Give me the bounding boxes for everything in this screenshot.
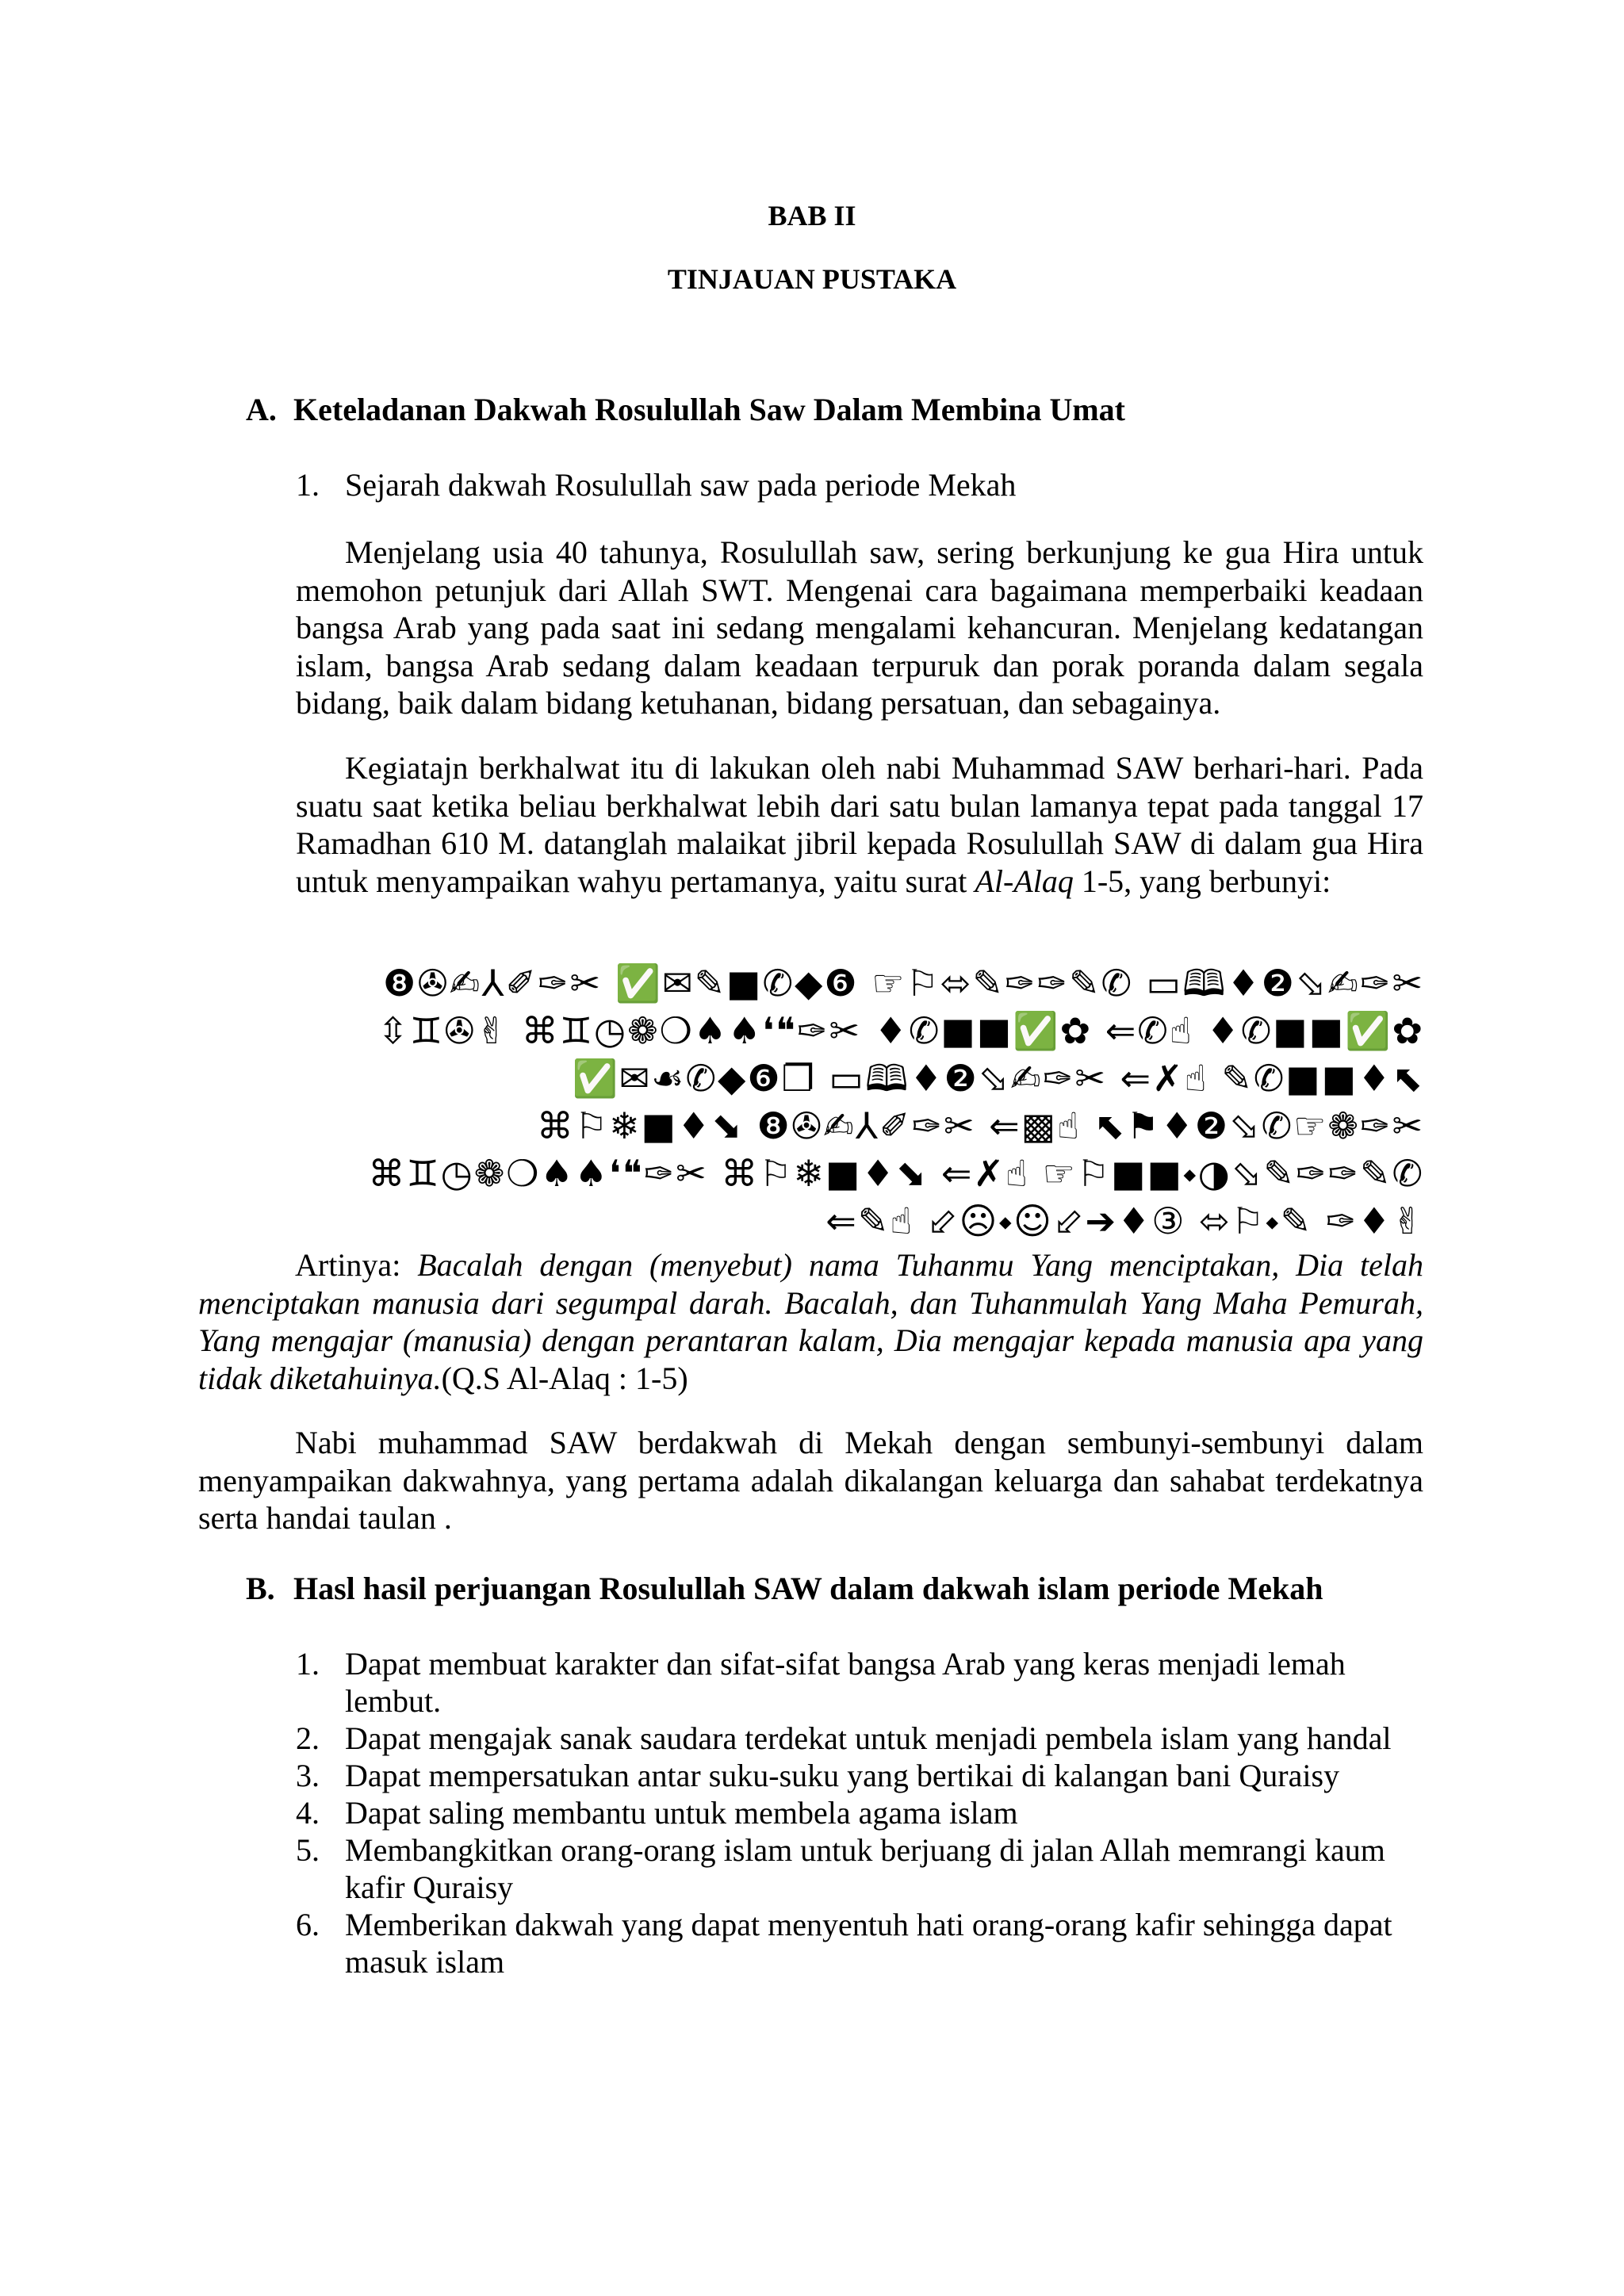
translation-label: Artinya: <box>295 1247 418 1283</box>
section-a-title: Keteladanan Dakwah Rosulullah Saw Dalam Membina Umat <box>293 392 1126 427</box>
list-item-number: 3. <box>296 1758 320 1793</box>
list-item-text: Membangkitkan orang-orang islam untuk berjuang di jalan Allah memrangi kaum kafir Quraisy <box>345 1832 1385 1905</box>
subsection-1-number: 1. <box>296 467 320 503</box>
section-b-title: Hasl hasil perjuangan Rosulullah SAW dalam dakwah islam periode Mekah <box>293 1571 1323 1606</box>
list-item <box>296 1645 1422 1720</box>
list-item-number: 5. <box>296 1832 320 1868</box>
chapter-number: BAB II <box>768 200 856 232</box>
paragraph-3 <box>198 1424 1423 1537</box>
list-item <box>296 1720 1422 1757</box>
translation-paragraph <box>198 1246 1423 1397</box>
list-item-number: 4. <box>296 1795 320 1831</box>
list-item-number: 6. <box>296 1907 320 1942</box>
list-item <box>296 1757 1422 1794</box>
list-item <box>296 1831 1422 1906</box>
verse-line: ✅✉☙✆◆❻❐ ▭🕮♦❷⬂✍✑✂ ⇐✗☝ ✎✆■■♦⬉ <box>572 1057 1424 1100</box>
list-item-number: 2. <box>296 1720 320 1756</box>
verse-block <box>187 959 1424 1245</box>
list-item-text: Memberikan dakwah yang dapat menyentuh hati orang-orang kafir sehingga dapat masuk islam <box>345 1907 1392 1980</box>
list-item <box>296 1906 1422 1980</box>
section-a-heading <box>246 391 1125 429</box>
translation-reference: (Q.S Al-Alaq : 1-5) <box>441 1360 688 1396</box>
list-item-text: Dapat mempersatukan antar suku-suku yang bertikai di kalangan bani Quraisy <box>345 1758 1340 1793</box>
chapter-title: TINJAUAN PUSTAKA <box>667 263 957 295</box>
verse-line: ❽✇✍⅄✐✑✂ ✅✉✎■✆◆❻ ☞⚐⬄✎✑✑✎✆ ▭🕮♦❷⬂✍✑✂ <box>383 962 1424 1004</box>
subsection-1-title: Sejarah dakwah Rosulullah saw pada periode Mekah <box>345 467 1017 503</box>
paragraph-1-text: Menjelang usia 40 tahunya, Rosulullah saw, sering berkunjung ke gua Hira untuk memohon petunjuk dari Allah SWT. Mengenai cara bagaimana memperbaiki keadaan bangsa Arab yang pada saat ini sedang mengalami kehancuran. Menjelang kedatangan islam, bangsa Arab sedang dalam keadaan terpuruk dan porak poranda dalam segala bidang, baik dalam bidang ketuhanan, bidang persatuan, dan sebagainya. <box>296 534 1423 721</box>
verse-line: ⇳♊✇✌ ⌘♊◷❁❍♠♠❛❝✑✂ ♦✆■■✅✿ ⇐✆☝ ♦✆■■✅✿ <box>377 1009 1424 1052</box>
paragraph-2-text: Kegiatajn berkhalwat itu di lakukan oleh nabi Muhammad SAW berhari-hari. Pada suatu saat ketika beliau berkhalwat lebih dari satu bulan lamanya tepat pada tanggal 17 Ramadhan 610 M. datanglah malaikat jibril kepada Rosulullah SAW di dalam gua Hira untuk menyampaikan wahyu pertamanya, yaitu surat <box>296 750 1423 899</box>
section-b-marker: B. <box>246 1571 275 1606</box>
list-item <box>296 1794 1422 1831</box>
subsection-1 <box>296 466 1422 503</box>
translation-text: Bacalah dengan (menyebut) nama Tuhanmu Yang menciptakan, Dia telah menciptakan manusia dari segumpal darah. Bacalah, dan Tuhanmulah Yang Maha Pemurah, Yang mengajar (manusia) dengan perantaran kalam, Dia mengajar kepada manusia apa yang tidak diketahuinya. <box>198 1247 1423 1396</box>
paragraph-2 <box>296 749 1423 900</box>
verse-line: ⌘♊◷❁❍♠♠❛❝✑✂ ⌘⚐❄■♦⬊ ⇐✗☝ ☞⚐■■⬩◑⬂✎✑✑✎✆ <box>368 1152 1424 1195</box>
section-a-marker: A. <box>246 392 277 427</box>
section-b-heading <box>246 1570 1323 1608</box>
list-item-text: Dapat mengajak sanak saudara terdekat untuk menjadi pembela islam yang handal <box>345 1720 1392 1756</box>
verse-line: ⌘⚐❄■♦⬊ ❽✇✍⅄✐✑✂ ⇐▩☝ ⬉⚑♦❷⬂✆☞❁✑✂ <box>536 1104 1424 1147</box>
surah-name: Al-Alaq <box>975 863 1074 899</box>
paragraph-1 <box>296 534 1423 722</box>
list-item-text: Dapat saling membantu untuk membela agama islam <box>345 1795 1018 1831</box>
verse-line: ⇐✎☝ ⬃☹⬩☺⬃➔♦③ ⬄⚐⬩✎ ✑♦✌ <box>825 1200 1424 1242</box>
paragraph-2-end: 1-5, yang berbunyi: <box>1073 863 1331 899</box>
list-item-text: Dapat membuat karakter dan sifat-sifat bangsa Arab yang keras menjadi lemah lembut. <box>345 1646 1346 1719</box>
list-item-number: 1. <box>296 1646 320 1682</box>
paragraph-3-text: Nabi muhammad SAW berdakwah di Mekah dengan sembunyi-sembunyi dalam menyampaikan dakwahnya, yang pertama adalah dikalangan keluarga dan sahabat terdekatnya serta handai taulan . <box>198 1425 1423 1536</box>
